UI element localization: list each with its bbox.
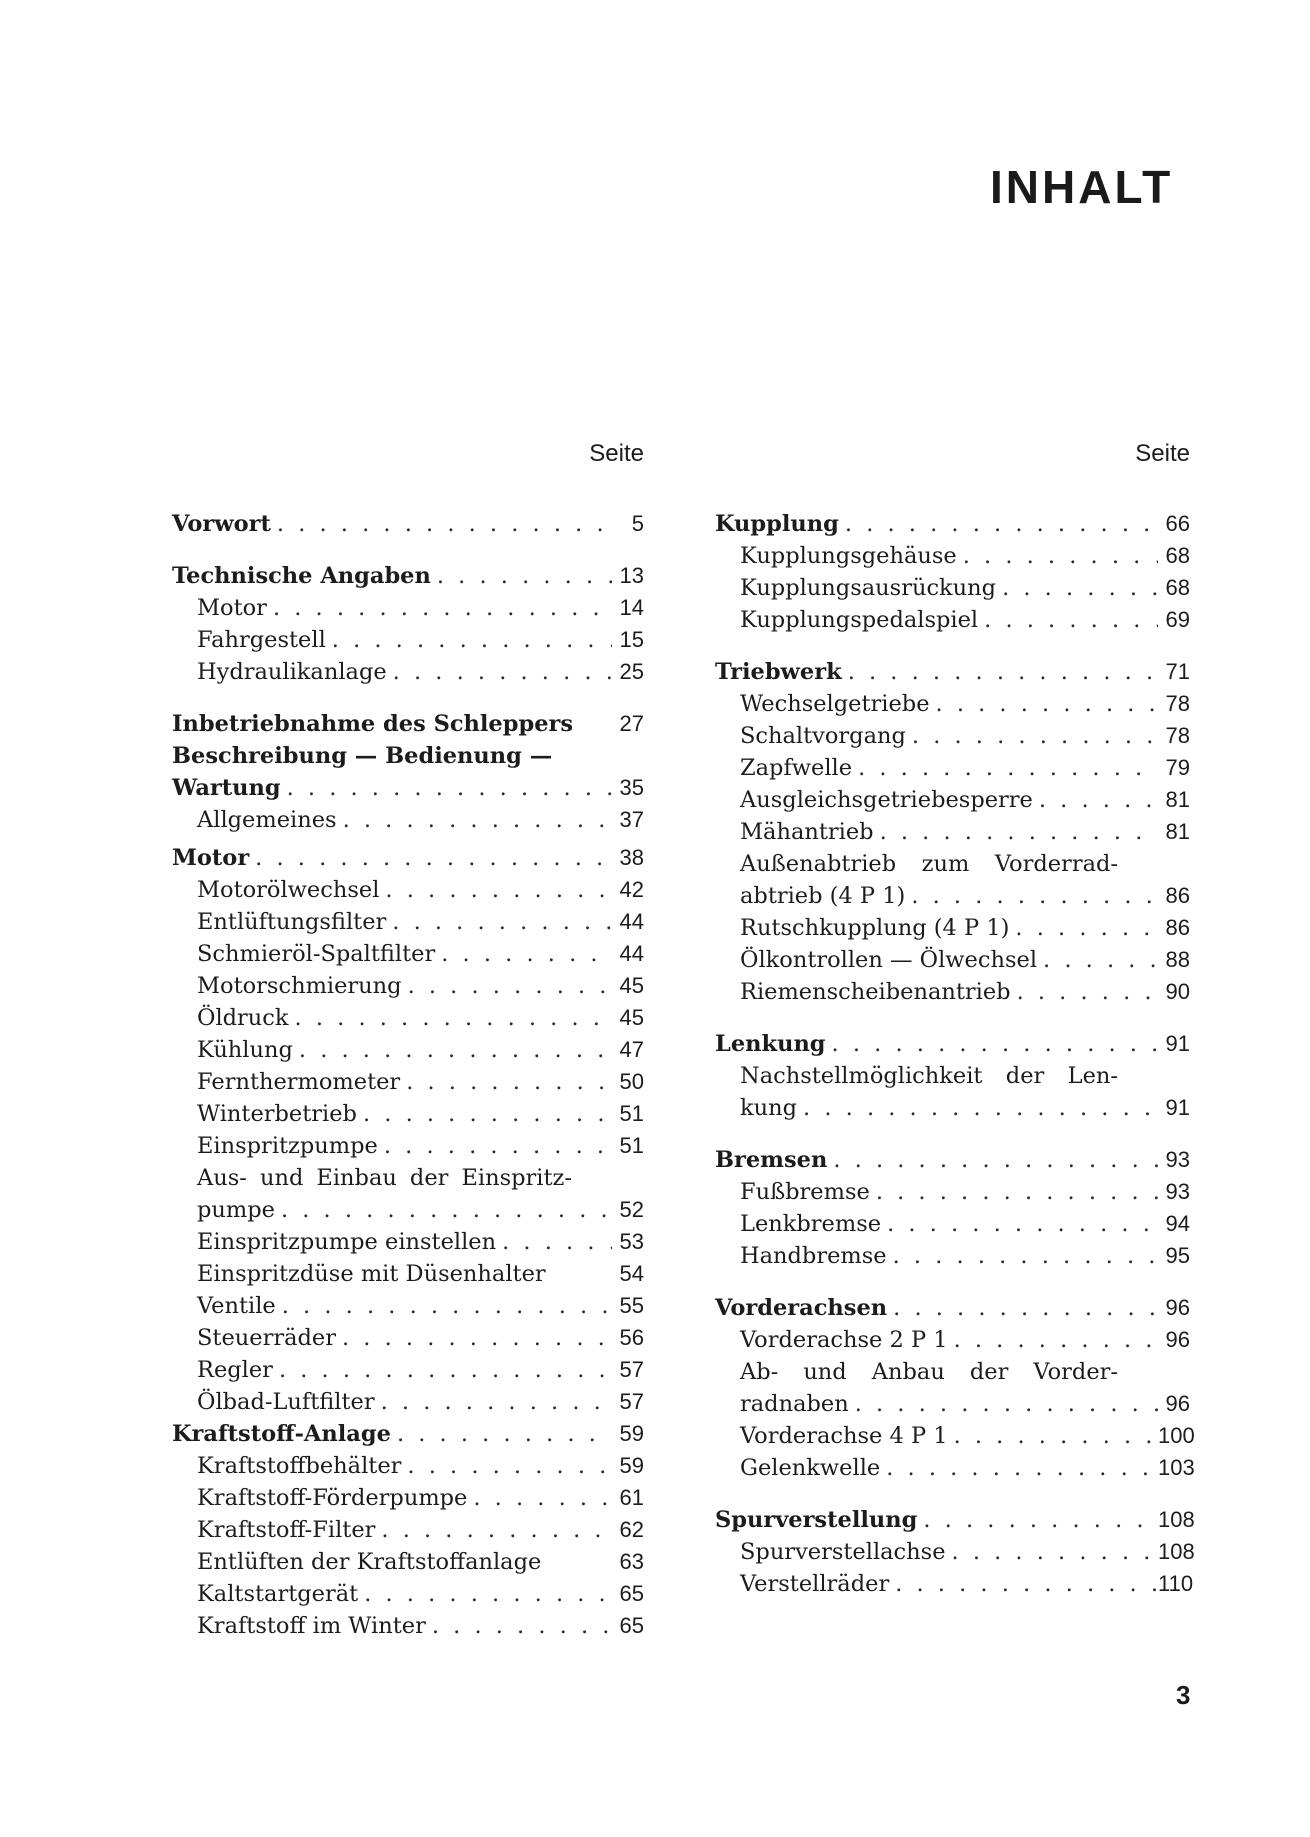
toc-entry: Kupplungsgehäuse . . . 68 bbox=[715, 540, 1190, 572]
leader-dots bbox=[267, 592, 612, 624]
leader-dots bbox=[957, 540, 1158, 572]
leader-dots bbox=[852, 752, 1158, 784]
leader-dots bbox=[326, 624, 612, 656]
toc-entry: Motorschmierung . . . 45 bbox=[172, 970, 644, 1002]
leader-dots bbox=[467, 1482, 612, 1514]
leader-dots bbox=[293, 1034, 612, 1066]
toc-entry: Lenkung . . . 91 bbox=[715, 1028, 1190, 1060]
leader-dots bbox=[870, 1176, 1158, 1208]
toc-entry: Schmieröl-Spaltfilter . . . 44 bbox=[172, 938, 644, 970]
toc-entry: Zapfwelle . . . 79 bbox=[715, 752, 1190, 784]
toc-entry: Kühlung . . . 47 bbox=[172, 1034, 644, 1066]
toc-entry: kung . . . 91 bbox=[715, 1092, 1190, 1124]
leader-dots bbox=[874, 816, 1158, 848]
leader-dots bbox=[842, 656, 1158, 688]
toc-entry: Kraftstoff-Förderpumpe . . . 61 bbox=[172, 1482, 644, 1514]
leader-dots bbox=[905, 880, 1158, 912]
leader-dots bbox=[358, 1578, 612, 1610]
toc-entry: Technische Angaben . . . 13 bbox=[172, 560, 644, 592]
toc-entry: Mähantrieb . . . 81 bbox=[715, 816, 1190, 848]
toc-entry: Winterbetrieb . . . 51 bbox=[172, 1098, 644, 1130]
leader-dots bbox=[275, 1194, 612, 1226]
leader-dots bbox=[906, 720, 1158, 752]
toc-entry: Gelenkwelle . . . 103 bbox=[715, 1452, 1190, 1484]
toc-entry: Einspritzpumpe einstellen . . . 53 bbox=[172, 1226, 644, 1258]
toc-entry: Ausgleichsgetriebesperre . . . 81 bbox=[715, 784, 1190, 816]
toc-entry: Rutschkupplung (4 P 1) . . . 86 bbox=[715, 912, 1190, 944]
leader-dots bbox=[431, 560, 612, 592]
leader-dots bbox=[386, 906, 612, 938]
toc-entry: Vorderachsen . . . 96 bbox=[715, 1292, 1190, 1324]
toc-entry: Riemenscheibenantrieb . . . 90 bbox=[715, 976, 1190, 1008]
leader-dots bbox=[375, 1514, 612, 1546]
toc-entry: Entlüften der Kraftstoffanlage 63 bbox=[197, 1549, 644, 1575]
toc-entry: Motor . . . 14 bbox=[172, 592, 644, 624]
toc-entry: Hydraulikanlage . . . 25 bbox=[172, 656, 644, 688]
leader-dots bbox=[797, 1092, 1158, 1124]
toc-entry: Vorderachse 4 P 1 . . . 100 bbox=[715, 1420, 1190, 1452]
leader-dots bbox=[271, 508, 612, 540]
toc-entry: Kraftstoff-Filter . . . 62 bbox=[172, 1514, 644, 1546]
toc-entry: Einspritzdüse mit Düsenhalter 54 bbox=[197, 1261, 644, 1287]
leader-dots bbox=[930, 688, 1158, 720]
leader-dots bbox=[435, 938, 612, 970]
toc-entry: Ölkontrollen — Ölwechsel . . . 88 bbox=[715, 944, 1190, 976]
leader-dots bbox=[1011, 976, 1158, 1008]
leader-dots bbox=[357, 1098, 612, 1130]
leader-dots bbox=[496, 1226, 612, 1258]
toc-entry: Triebwerk . . . 71 bbox=[715, 656, 1190, 688]
toc-entry: abtrieb (4 P 1) . . . 86 bbox=[715, 880, 1190, 912]
leader-dots bbox=[996, 572, 1158, 604]
toc-entry: Kraftstoffbehälter . . . 59 bbox=[172, 1450, 644, 1482]
leader-dots bbox=[379, 874, 612, 906]
toc-entry: Verstellräder . . . 110 bbox=[715, 1568, 1190, 1600]
leader-dots bbox=[401, 1450, 612, 1482]
leader-dots bbox=[889, 1568, 1158, 1600]
leader-dots bbox=[887, 1240, 1158, 1272]
toc-entry: Ventile . . . 55 bbox=[172, 1290, 644, 1322]
leader-dots bbox=[826, 1028, 1158, 1060]
page-title: INHALT bbox=[990, 161, 1174, 213]
toc-entry: Kupplungspedalspiel . . . 69 bbox=[715, 604, 1190, 636]
leader-dots bbox=[400, 1066, 612, 1098]
leader-dots bbox=[391, 1418, 612, 1450]
toc-entry: Wartung . . . 35 bbox=[172, 772, 644, 804]
toc-entry: Beschreibung — Bedienung — bbox=[172, 743, 553, 769]
toc-left-column bbox=[172, 440, 644, 1642]
toc-entry: Schaltvorgang . . . 78 bbox=[715, 720, 1190, 752]
leader-dots bbox=[827, 1144, 1158, 1176]
leader-dots bbox=[978, 604, 1158, 636]
leader-dots bbox=[917, 1504, 1158, 1536]
toc-entry: Aus- und Einbau der Einspritz- bbox=[197, 1165, 572, 1191]
leader-dots bbox=[281, 772, 612, 804]
toc-entry: Kraftstoff-Anlage . . . 59 bbox=[172, 1418, 644, 1450]
toc-entry: pumpe . . . 52 bbox=[172, 1194, 644, 1226]
leader-dots bbox=[881, 1208, 1158, 1240]
leader-dots bbox=[273, 1354, 612, 1386]
toc-entry: Nachstellmöglichkeit der Len- bbox=[740, 1063, 1118, 1089]
toc-entry: Regler . . . 57 bbox=[172, 1354, 644, 1386]
page-number: 3 bbox=[1176, 1680, 1191, 1710]
leader-dots bbox=[249, 842, 612, 874]
leader-dots bbox=[276, 1290, 612, 1322]
leader-dots bbox=[289, 1002, 612, 1034]
leader-dots bbox=[880, 1452, 1158, 1484]
toc-entry: Kraftstoff im Winter . . . 65 bbox=[172, 1610, 644, 1642]
toc-entry: Wechselgetriebe . . . 78 bbox=[715, 688, 1190, 720]
toc-entry: Motor . . . 38 bbox=[172, 842, 644, 874]
leader-dots bbox=[839, 508, 1158, 540]
leader-dots bbox=[387, 656, 612, 688]
toc-entry: Spurverstellachse . . . 108 bbox=[715, 1536, 1190, 1568]
toc-entry: Spurverstellung . . . 108 bbox=[715, 1504, 1190, 1536]
toc-right-column bbox=[715, 440, 1195, 1600]
leader-dots bbox=[402, 970, 612, 1002]
toc-entry: Außenabtrieb zum Vorderrad- bbox=[740, 851, 1118, 877]
toc-entry: radnaben . . . 96 bbox=[715, 1388, 1190, 1420]
toc-entry: Inbetriebnahme des Schleppers 27 bbox=[172, 711, 644, 737]
toc-entry: Ab- und Anbau der Vorder- bbox=[740, 1359, 1118, 1385]
leader-dots bbox=[1033, 784, 1158, 816]
toc-entry: Entlüftungsfilter . . . 44 bbox=[172, 906, 644, 938]
toc-entry: Handbremse . . . 95 bbox=[715, 1240, 1190, 1272]
toc-entry: Kaltstartgerät . . . 65 bbox=[172, 1578, 644, 1610]
toc-entry: Öldruck . . . 45 bbox=[172, 1002, 644, 1034]
toc-entry: Bremsen . . . 93 bbox=[715, 1144, 1190, 1176]
toc-entry: Fahrgestell . . . 15 bbox=[172, 624, 644, 656]
leader-dots bbox=[887, 1292, 1158, 1324]
toc-entry: Fußbremse . . . 93 bbox=[715, 1176, 1190, 1208]
leader-dots bbox=[336, 1322, 612, 1354]
toc-entry: Kupplung . . . 66 bbox=[715, 508, 1190, 540]
leader-dots bbox=[426, 1610, 612, 1642]
seite-header: Seite bbox=[589, 440, 644, 467]
toc-entry: Steuerräder . . . 56 bbox=[172, 1322, 644, 1354]
leader-dots bbox=[337, 804, 612, 836]
leader-dots bbox=[378, 1130, 612, 1162]
leader-dots bbox=[948, 1420, 1158, 1452]
toc-entry: Lenkbremse . . . 94 bbox=[715, 1208, 1190, 1240]
leader-dots bbox=[375, 1386, 612, 1418]
toc-entry: Einspritzpumpe . . . 51 bbox=[172, 1130, 644, 1162]
leader-dots bbox=[948, 1324, 1158, 1356]
leader-dots bbox=[1009, 912, 1158, 944]
seite-header: Seite bbox=[1135, 440, 1190, 467]
toc-entry: Motorölwechsel . . . 42 bbox=[172, 874, 644, 906]
toc-entry: Vorwort . . . 5 bbox=[172, 508, 644, 540]
toc-entry: Kupplungsausrückung . . . 68 bbox=[715, 572, 1190, 604]
leader-dots bbox=[1037, 944, 1158, 976]
toc-entry: Fernthermometer . . . 50 bbox=[172, 1066, 644, 1098]
leader-dots bbox=[849, 1388, 1158, 1420]
toc-entry: Allgemeines . . . 37 bbox=[172, 804, 644, 836]
leader-dots bbox=[946, 1536, 1158, 1568]
toc-entry: Vorderachse 2 P 1 . . . 96 bbox=[715, 1324, 1190, 1356]
toc-entry: Ölbad-Luftfilter . . . 57 bbox=[172, 1386, 644, 1418]
